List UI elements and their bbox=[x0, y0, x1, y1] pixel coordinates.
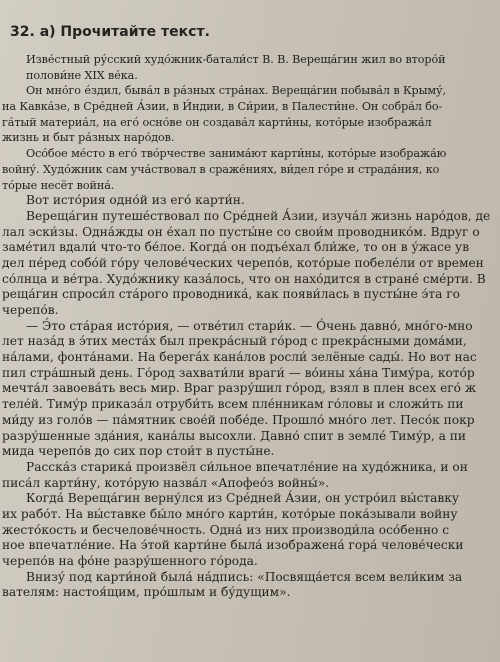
reading-text bbox=[2, 52, 500, 601]
text-line: их рабо́т. На вы́ставке бы́ло мно́го карти́н, кото́рые пока́зывали войну bbox=[2, 506, 458, 521]
text-line: лет наза́д в э́тих места́х был прекра́сный го́род с прекра́сными дома́ми, bbox=[2, 334, 467, 349]
text-line: мечта́л завоева́ть весь мир. Враг разру́шил го́род, взял в плен всех его́ ж bbox=[2, 381, 477, 396]
text-line: черепо́в. bbox=[2, 303, 59, 317]
text-line: разру́шенные зда́ния, кана́лы высохли. Давно́ спит в земле́ Тиму́р, а пи bbox=[2, 428, 466, 443]
text-line: Он мно́го е́здил, быва́л в ра́зных стра́нах. Вереща́гин побыва́л в Крыму́, bbox=[26, 84, 446, 98]
task-number: 32. bbox=[10, 24, 35, 40]
text-line: ми́ду из голо́в — па́мятник свое́й побе́де. Прошло́ мно́го лет. Песо́к покр bbox=[2, 412, 475, 427]
text-line: лал эски́зы. Одна́жды он е́хал по пусты́не со свои́м проводнико́м. Вдруг о bbox=[2, 224, 480, 239]
text-line: вателям: настоя́щим, про́шлым и бу́дущим». bbox=[2, 585, 291, 600]
text-line: войну́. Худо́жник сам уча́ствовал в сраже́ниях, ви́дел го́ре и страда́ния, ко bbox=[2, 162, 440, 176]
text-line: на Кавка́зе, в Сре́дней А́зии, в И́ндии, в Си́рии, в Палести́не. Он собра́л бо- bbox=[2, 100, 443, 114]
text-line: черепо́в на фо́не разру́шенного го́рода. bbox=[2, 554, 258, 568]
text-line: Вот исто́рия одно́й из его́ карти́н. bbox=[26, 193, 245, 208]
text-line: реща́гин спроси́л ста́рого проводника́, как появи́лась в пусты́не э́та го bbox=[2, 287, 460, 302]
text-line: Расска́з старика́ произвёл си́льное впечатле́ние на худо́жника, и он bbox=[26, 459, 468, 474]
text-line: то́рые несёт война́. bbox=[2, 178, 115, 192]
text-line: Изве́стный ру́сский худо́жник-батали́ст В. В. Вереща́гин жил во второ́й bbox=[26, 53, 446, 66]
text-line: га́тый материа́л, на его́ осно́ве он создава́л карти́ны, кото́рые изобража́л bbox=[2, 115, 432, 129]
text-line: полови́не XIX ве́ка. bbox=[26, 68, 138, 82]
text-line: мида черепо́в до сих пор стои́т в пусты́не. bbox=[2, 444, 275, 459]
text-line: со́лнца и ве́тра. Худо́жнику каза́лось, что он нахо́дится в стране́ сме́рти. В bbox=[2, 271, 486, 286]
text-line: теле́й. Тиму́р приказа́л отруби́ть всем пле́нникам го́ловы и сложи́ть пи bbox=[2, 397, 464, 412]
text-line: Осо́бое ме́сто в его́ тво́рчестве занима́ют карти́ны, кото́рые изобража́ю bbox=[26, 147, 447, 161]
text-line: — Э́то ста́рая исто́рия, — отве́тил стари́к. — О́чень давно́, мно́го-мно bbox=[26, 318, 473, 333]
text-line: писа́л карти́ну, кото́рую назва́л «Апофео́з войны́». bbox=[2, 475, 330, 490]
task-title: а) Прочитайте текст. bbox=[39, 24, 210, 40]
text-line: Вереща́гин путеше́ствовал по Сре́дней А́зии, изуча́л жизнь наро́дов, де bbox=[26, 208, 491, 223]
text-line: Внизу́ под карти́ной была́ на́дпись: «Посвяща́ется всем вели́ким за bbox=[26, 569, 463, 584]
text-line: жесто́кость и бесчелове́чность. Одна́ из них производи́ла осо́бенно с bbox=[2, 522, 450, 537]
text-line: дел пе́ред собо́й го́ру челове́ческих черепо́в, кото́рые побеле́ли от времен bbox=[2, 255, 484, 270]
text-line: заме́тил вдали́ что-то бе́лое. Когда́ он подъе́хал бли́же, то он в у́жасе ув bbox=[2, 240, 470, 255]
text-line: на́лами, фонта́нами. На берега́х кана́лов росли́ зелёные сады́. Но вот нас bbox=[2, 350, 477, 365]
task-header bbox=[10, 24, 210, 40]
text-line: Когда́ Вереща́гин верну́лся из Сре́дней А́зии, он устро́ил вы́ставку bbox=[26, 491, 460, 506]
text-line: пил стра́шный день. Го́род захвати́ли враги́ — во́ины ха́на Тиму́ра, кото́р bbox=[2, 365, 475, 380]
text-line: ное впечатле́ние. На э́той карти́не была́ изображена́ гора́ челове́чески bbox=[2, 538, 464, 553]
text-line: жизнь и быт ра́зных наро́дов. bbox=[2, 131, 175, 145]
